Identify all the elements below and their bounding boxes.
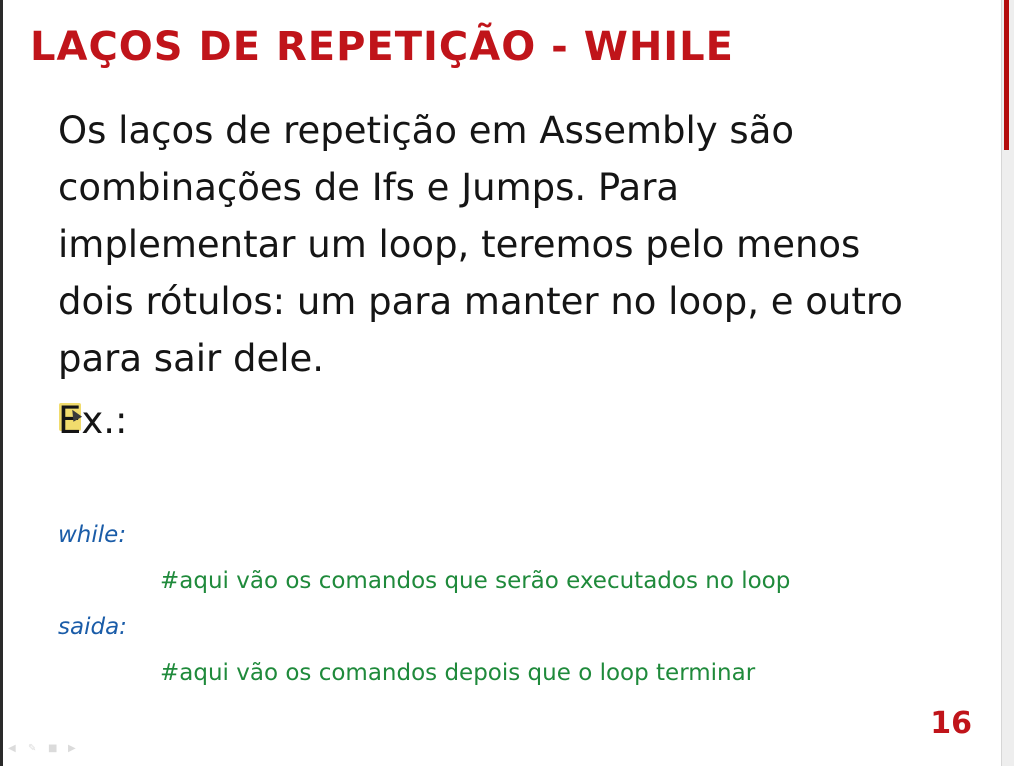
slide-body-text: Os laços de repetição em Assembly são combinações de Ifs e Jumps. Para implementar um loop, teremos pelo menos dois rótulos: um para manter no loop, e outro para sair dele.: [58, 109, 903, 380]
pen-icon[interactable]: ✎: [28, 743, 37, 754]
menu-icon[interactable]: ■: [48, 743, 58, 754]
code-comment-loop: #aqui vão os comandos que serão executados no loop: [160, 568, 791, 594]
slideshow-nav-controls[interactable]: [8, 744, 82, 754]
code-label-while: while:: [58, 522, 127, 548]
window-right-frame: [1001, 0, 1014, 766]
slide-title: LAÇOS DE REPETIÇÃO - WHILE: [30, 24, 734, 70]
example-label: Ex.:: [58, 399, 128, 442]
code-label-saida: saida:: [58, 614, 127, 640]
prev-slide-icon[interactable]: ◀: [8, 743, 16, 754]
slide-page-number: 16: [930, 706, 972, 741]
accent-bar: [1004, 0, 1009, 150]
next-slide-icon[interactable]: ▶: [68, 743, 76, 754]
code-comment-exit: #aqui vão os comandos depois que o loop terminar: [160, 660, 756, 686]
slide-left-border: [0, 0, 3, 766]
